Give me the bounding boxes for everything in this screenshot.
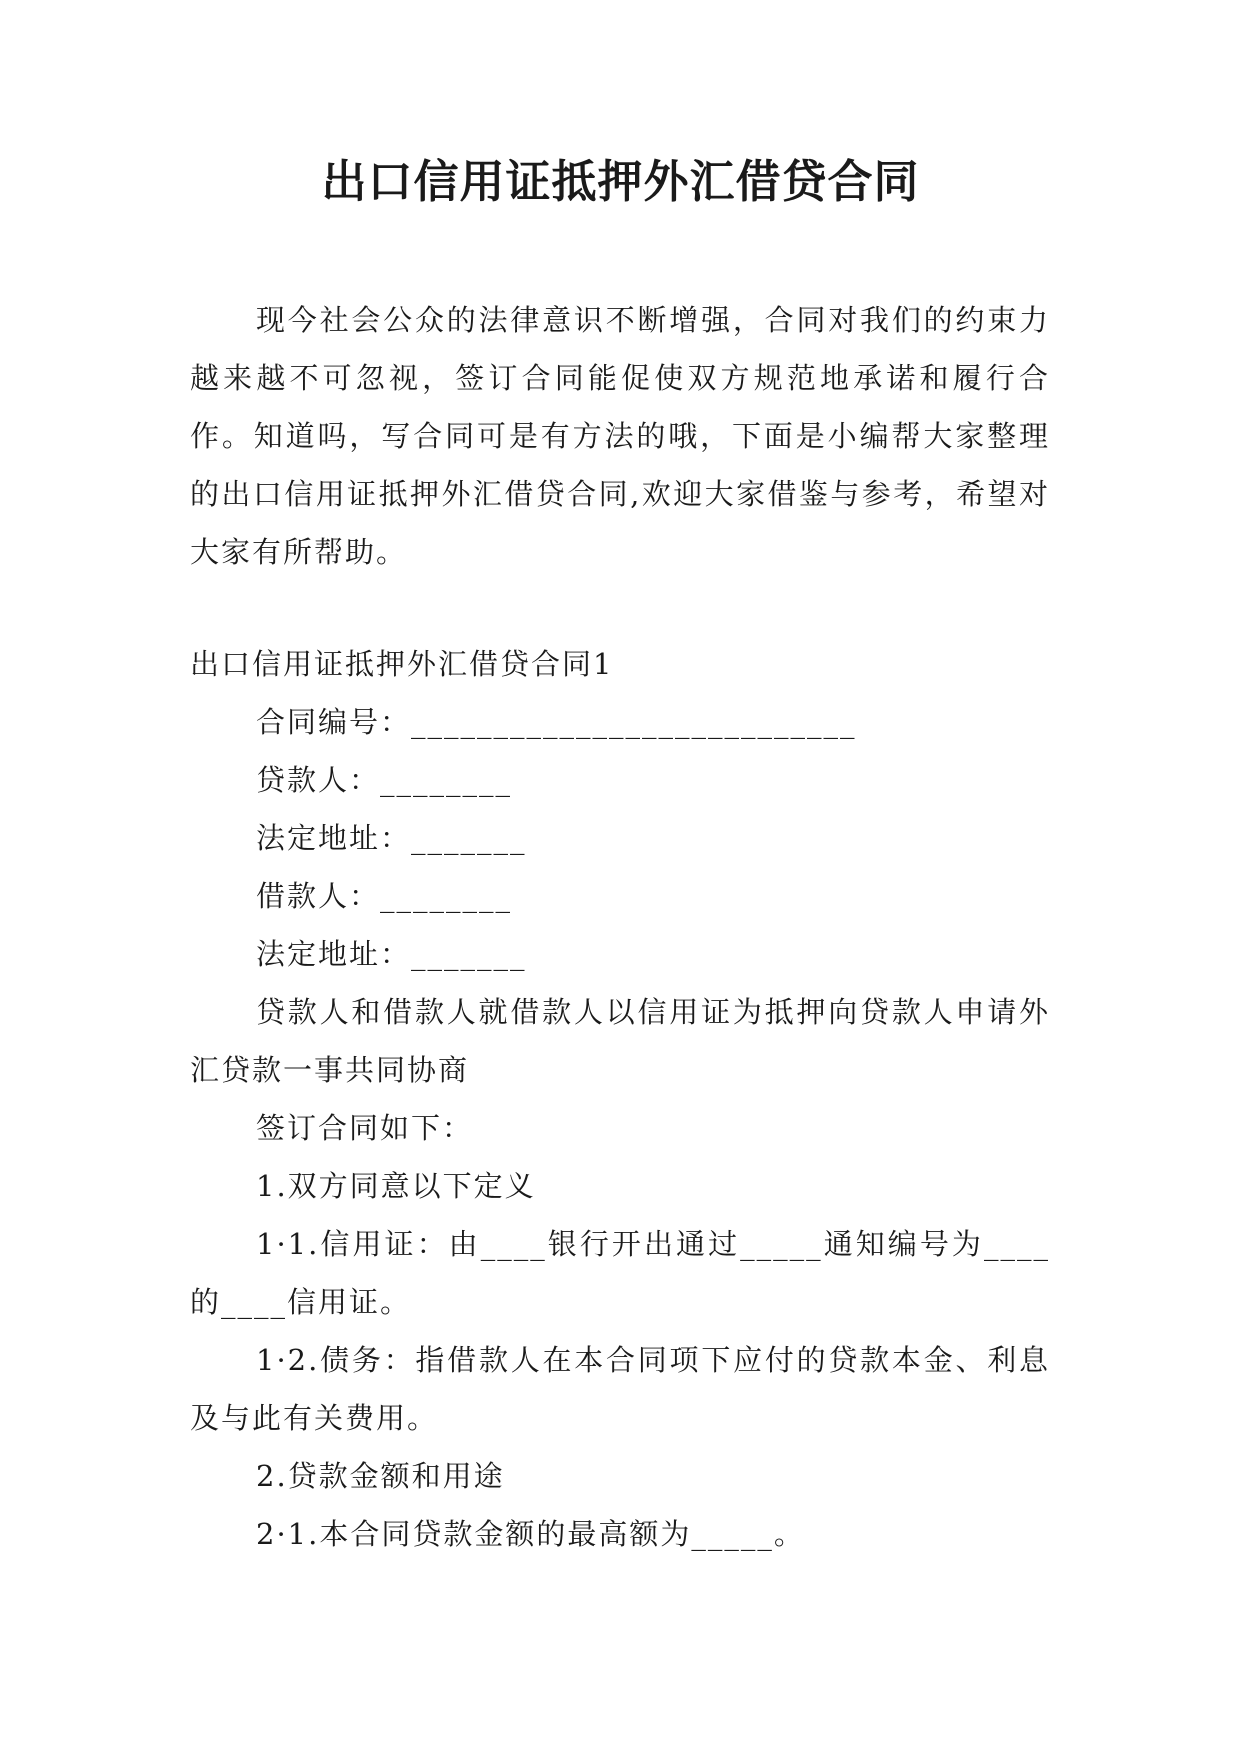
clause-1-2: 1·2.债务：指借款人在本合同项下应付的贷款本金、利息及与此有关费用。: [190, 1343, 1050, 1435]
negotiation-paragraph: 贷款人和借款人就借款人以信用证为抵押向贷款人申请外汇贷款一事共同协商: [190, 995, 1050, 1087]
section-1-heading: 1.双方同意以下定义: [256, 1169, 536, 1203]
borrower-address-field: 法定地址：_______: [256, 937, 527, 971]
borrower-field: 借款人：________: [256, 879, 513, 913]
document-title: 出口信用证抵押外汇借贷合同: [321, 155, 920, 208]
clause-2-1: 2·1.本合同贷款金额的最高额为_____。: [256, 1517, 805, 1551]
intro-paragraph: 现今社会公众的法律意识不断增强，合同对我们的约束力越来越不可忽视，签订合同能促使双方规范地承诺和履行合作。知道吗，写合同可是有方法的哦，下面是小编帮大家整理的出口信用证抵押外汇借贷合同,欢迎大家借鉴与参考，希望对大家有所帮助。: [190, 303, 1050, 569]
section-2-heading: 2.贷款金额和用途: [256, 1459, 505, 1493]
lender-address-field: 法定地址：_______: [256, 821, 527, 855]
contract-heading: 出口信用证抵押外汇借贷合同1: [190, 647, 614, 681]
lender-field: 贷款人：________: [256, 763, 513, 797]
agreement-line: 签订合同如下：: [256, 1111, 474, 1145]
contract-number-field: 合同编号：___________________________: [256, 705, 857, 739]
clause-1-1: 1·1.信用证：由____银行开出通过_____通知编号为____的____信用证。: [190, 1227, 1050, 1319]
contract-body: [190, 635, 1050, 1563]
